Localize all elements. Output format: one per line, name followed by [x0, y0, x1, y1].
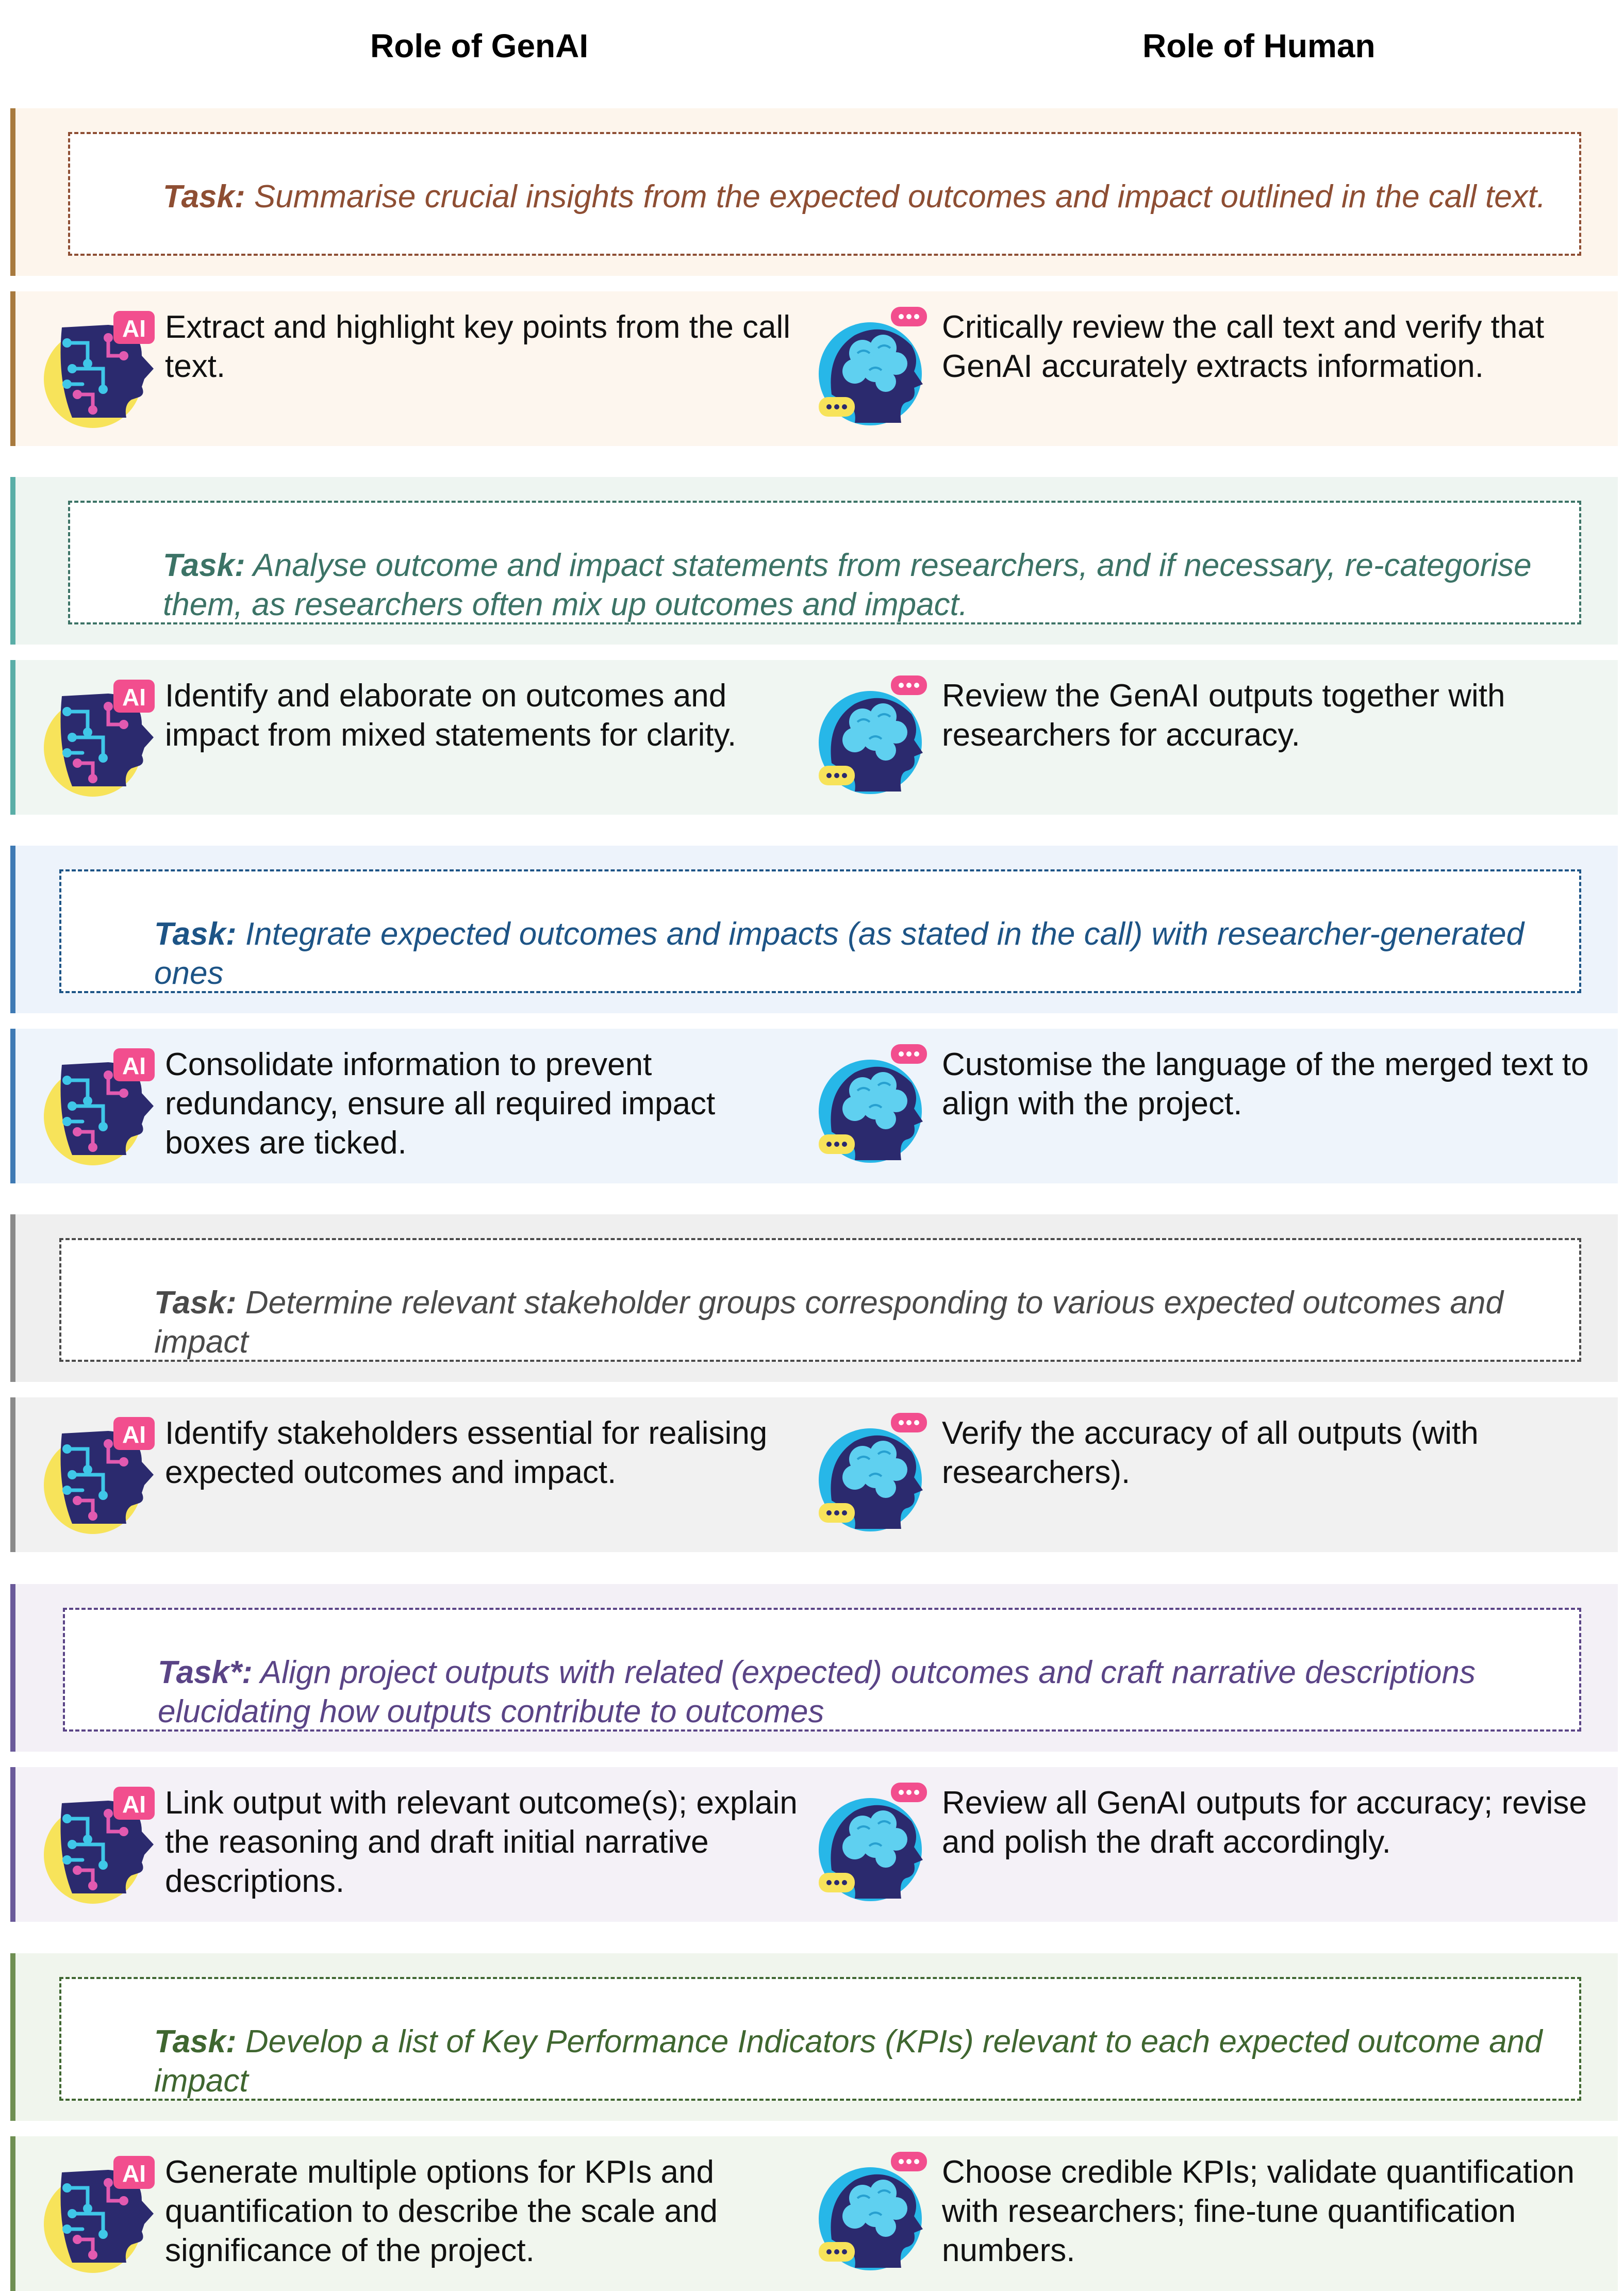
task-box: [59, 869, 1581, 993]
task-box: [59, 1238, 1581, 1362]
task-band: [10, 1214, 1618, 1382]
roles-band: [10, 2136, 1618, 2291]
genai-role-text: Identify and elaborate on outcomes and impact from mixed statements for clarity.: [165, 678, 737, 753]
task-description: Summarise crucial insights from the expected outcomes and impact outlined in the call text.: [254, 179, 1546, 215]
human-brain-icon: [808, 1410, 932, 1534]
genai-role-text: Link output with relevant outcome(s); explain the reasoning and draft initial narrative descriptions.: [165, 1785, 798, 1899]
roles-band: [10, 291, 1618, 446]
ai-badge-text: AI: [122, 315, 146, 342]
ai-badge-text: AI: [122, 684, 146, 711]
human-role-text: Review the GenAI outputs together with researchers for accuracy.: [942, 678, 1505, 753]
task-box: [59, 1977, 1581, 2101]
human-brain-icon: [808, 2149, 932, 2273]
task-group: [10, 108, 1618, 446]
genai-role-text: Generate multiple options for KPIs and quantification to describe the scale and significance of the project.: [165, 2154, 718, 2268]
genai-role-text: Extract and highlight key points from the call text.: [165, 309, 791, 384]
column-header-genai: Role of GenAI: [370, 27, 589, 64]
ai-badge-text: AI: [122, 2160, 146, 2187]
task-description: Develop a list of Key Performance Indicators (KPIs) relevant to each expected outcome and impact: [154, 2024, 1543, 2099]
human-brain-icon: [808, 673, 932, 797]
genai-role-text: Identify stakeholders essential for realising expected outcomes and impact.: [165, 1415, 768, 1490]
task-label: Task:: [163, 179, 245, 215]
task-label: Task*:: [158, 1655, 253, 1690]
human-role-text: Critically review the call text and verify that GenAI accurately extracts information.: [942, 309, 1545, 384]
task-group: [10, 1584, 1618, 1922]
task-band: [10, 846, 1618, 1013]
roles-band: [10, 1397, 1618, 1552]
ai-badge-text: AI: [122, 1791, 146, 1818]
human-role-text: Review all GenAI outputs for accuracy; revise and polish the draft accordingly.: [942, 1785, 1587, 1860]
ai-brain-icon: [36, 1783, 160, 1906]
human-brain-icon: [808, 1780, 932, 1904]
task-band: [10, 477, 1618, 645]
roles-band: [10, 1767, 1618, 1922]
ai-brain-icon: [36, 1413, 160, 1537]
task-group: [10, 1953, 1618, 2291]
task-group: [10, 846, 1618, 1183]
human-role-text: Verify the accuracy of all outputs (with researchers).: [942, 1415, 1479, 1490]
task-label: Task:: [163, 548, 245, 583]
task-box: [63, 1608, 1581, 1732]
ai-brain-icon: [36, 2152, 160, 2276]
ai-badge-text: AI: [122, 1052, 146, 1079]
task-band: [10, 108, 1618, 276]
task-group: [10, 1214, 1618, 1552]
task-label: Task:: [154, 1285, 237, 1321]
human-brain-icon: [808, 304, 932, 428]
task-description: Integrate expected outcomes and impacts (as stated in the call) with researcher-generated ones: [154, 916, 1524, 991]
ai-brain-icon: [36, 307, 160, 431]
task-band: [10, 1953, 1618, 2121]
task-description: Determine relevant stakeholder groups corresponding to various expected outcomes and impact: [154, 1285, 1503, 1360]
task-label: Task:: [154, 2024, 237, 2059]
task-description: Align project outputs with related (expected) outcomes and craft narrative descriptions elucidating how outputs contribute to outcomes: [158, 1655, 1476, 1729]
task-description: Analyse outcome and impact statements from researchers, and if necessary, re-categorise them, as researchers often mix up outcomes and impact.: [163, 548, 1532, 622]
task-label: Task:: [154, 916, 237, 952]
task-box: [68, 501, 1581, 624]
roles-band: [10, 660, 1618, 815]
ai-badge-text: AI: [122, 1421, 146, 1448]
human-role-text: Choose credible KPIs; validate quantification with researchers; fine-tune quantification numbers.: [942, 2154, 1575, 2268]
task-box: [68, 132, 1581, 256]
task-band: [10, 1584, 1618, 1752]
human-role-text: Customise the language of the merged text to align with the project.: [942, 1047, 1589, 1122]
ai-brain-icon: [36, 1044, 160, 1168]
genai-role-text: Consolidate information to prevent redundancy, ensure all required impact boxes are ticked.: [165, 1047, 716, 1161]
column-header-human: Role of Human: [1142, 27, 1376, 64]
roles-band: [10, 1029, 1618, 1183]
task-group: [10, 477, 1618, 815]
ai-brain-icon: [36, 675, 160, 799]
human-brain-icon: [808, 1042, 932, 1165]
